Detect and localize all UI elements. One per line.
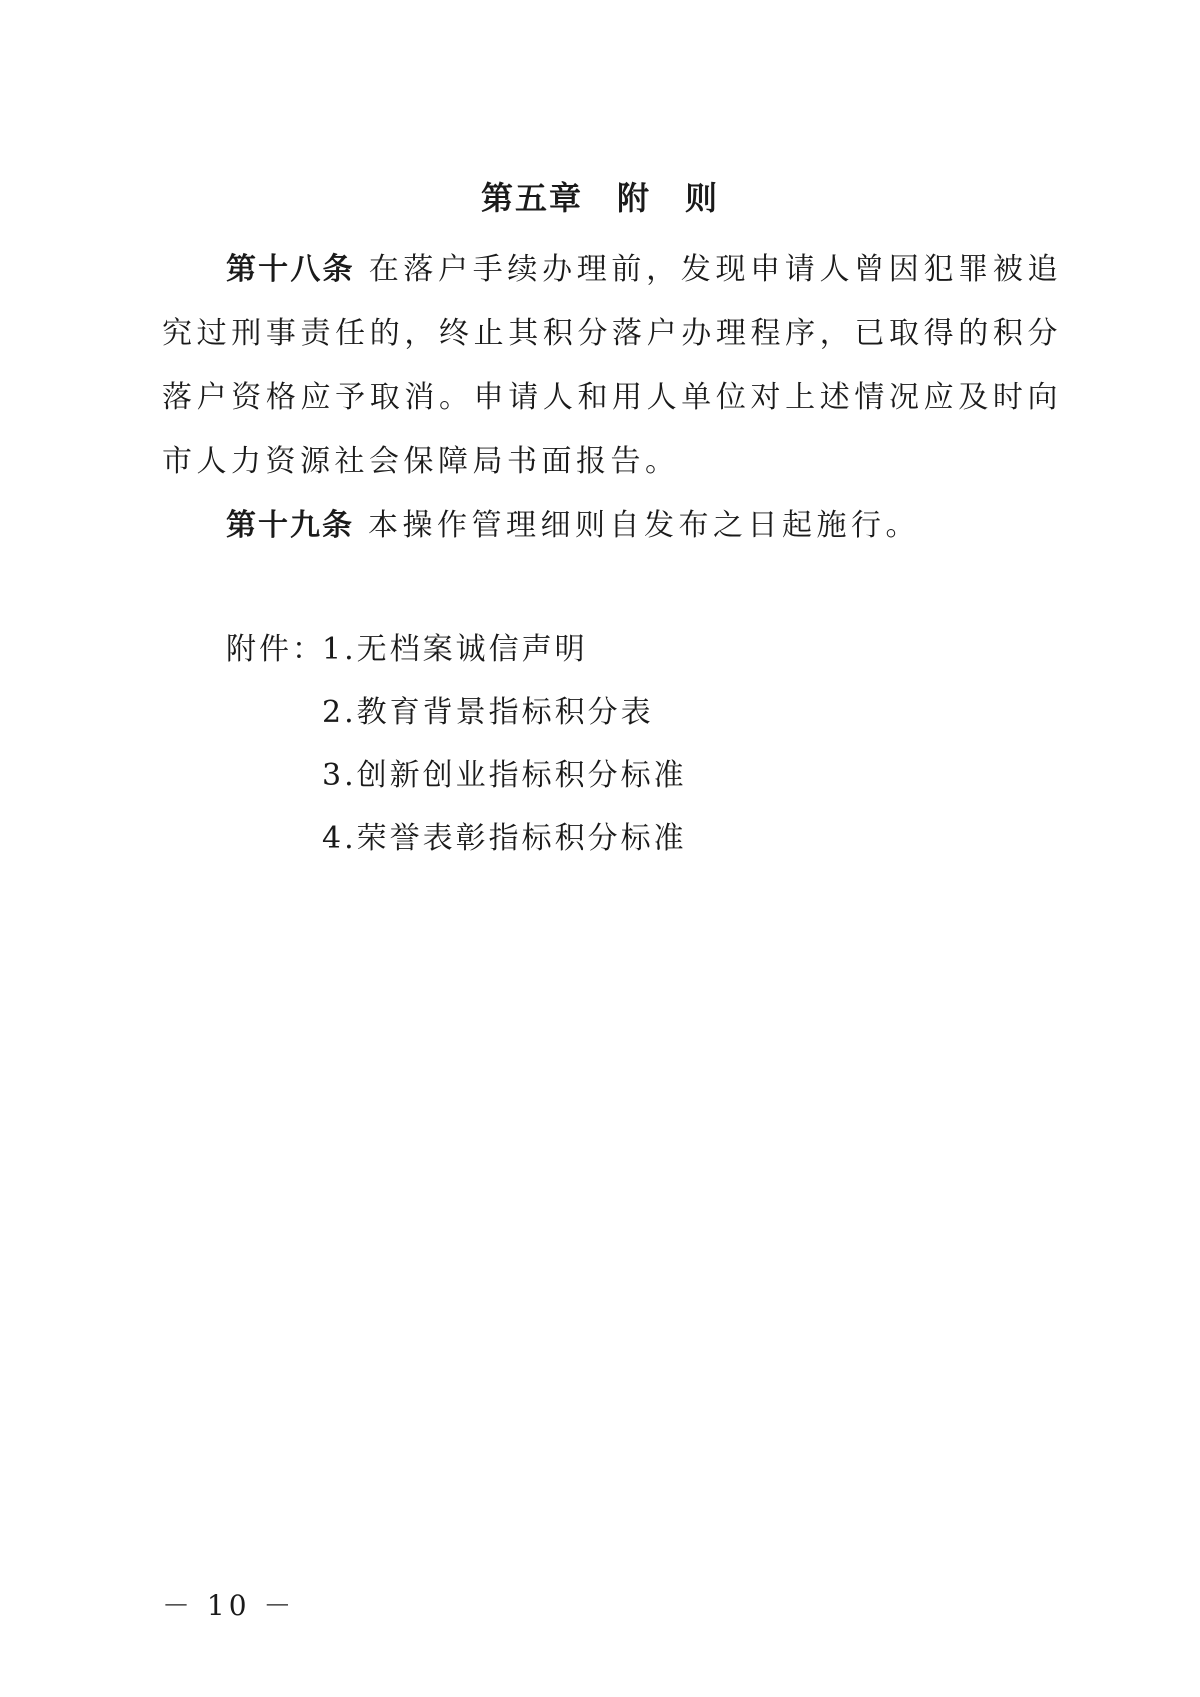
page-number: － 10 － xyxy=(162,1589,296,1622)
attachment-item: 2.教育背景指标积分表 xyxy=(322,695,654,730)
attachment-row xyxy=(226,807,687,870)
attachments-list xyxy=(226,618,687,870)
article-text: 本操作管理细则自发布之日起施行。 xyxy=(368,508,920,543)
article-18 xyxy=(162,238,1062,494)
chapter-title: 第五章 附 则 xyxy=(480,179,719,217)
attachments-label: 附件： xyxy=(226,632,325,667)
attachment-item: 3.创新创业指标积分标准 xyxy=(322,758,687,793)
article-19 xyxy=(162,494,1062,558)
attachment-row xyxy=(226,744,687,807)
attachment-row xyxy=(226,618,687,681)
article-label: 第十九条 xyxy=(226,508,354,543)
attachment-item: 4.荣誉表彰指标积分标准 xyxy=(322,821,687,856)
article-text: 在落户手续办理前，发现申请人曾因犯罪被追究过刑事责任的，终止其积分落户办理程序，已取得的积分落户资格应予取消。申请人和用人单位对上述情况应及时向市人力资源社会保障局书面报告。 xyxy=(162,252,1063,479)
attachment-row xyxy=(226,681,687,744)
article-label: 第十八条 xyxy=(226,252,355,287)
attachment-item: 1.无档案诚信声明 xyxy=(322,632,588,667)
